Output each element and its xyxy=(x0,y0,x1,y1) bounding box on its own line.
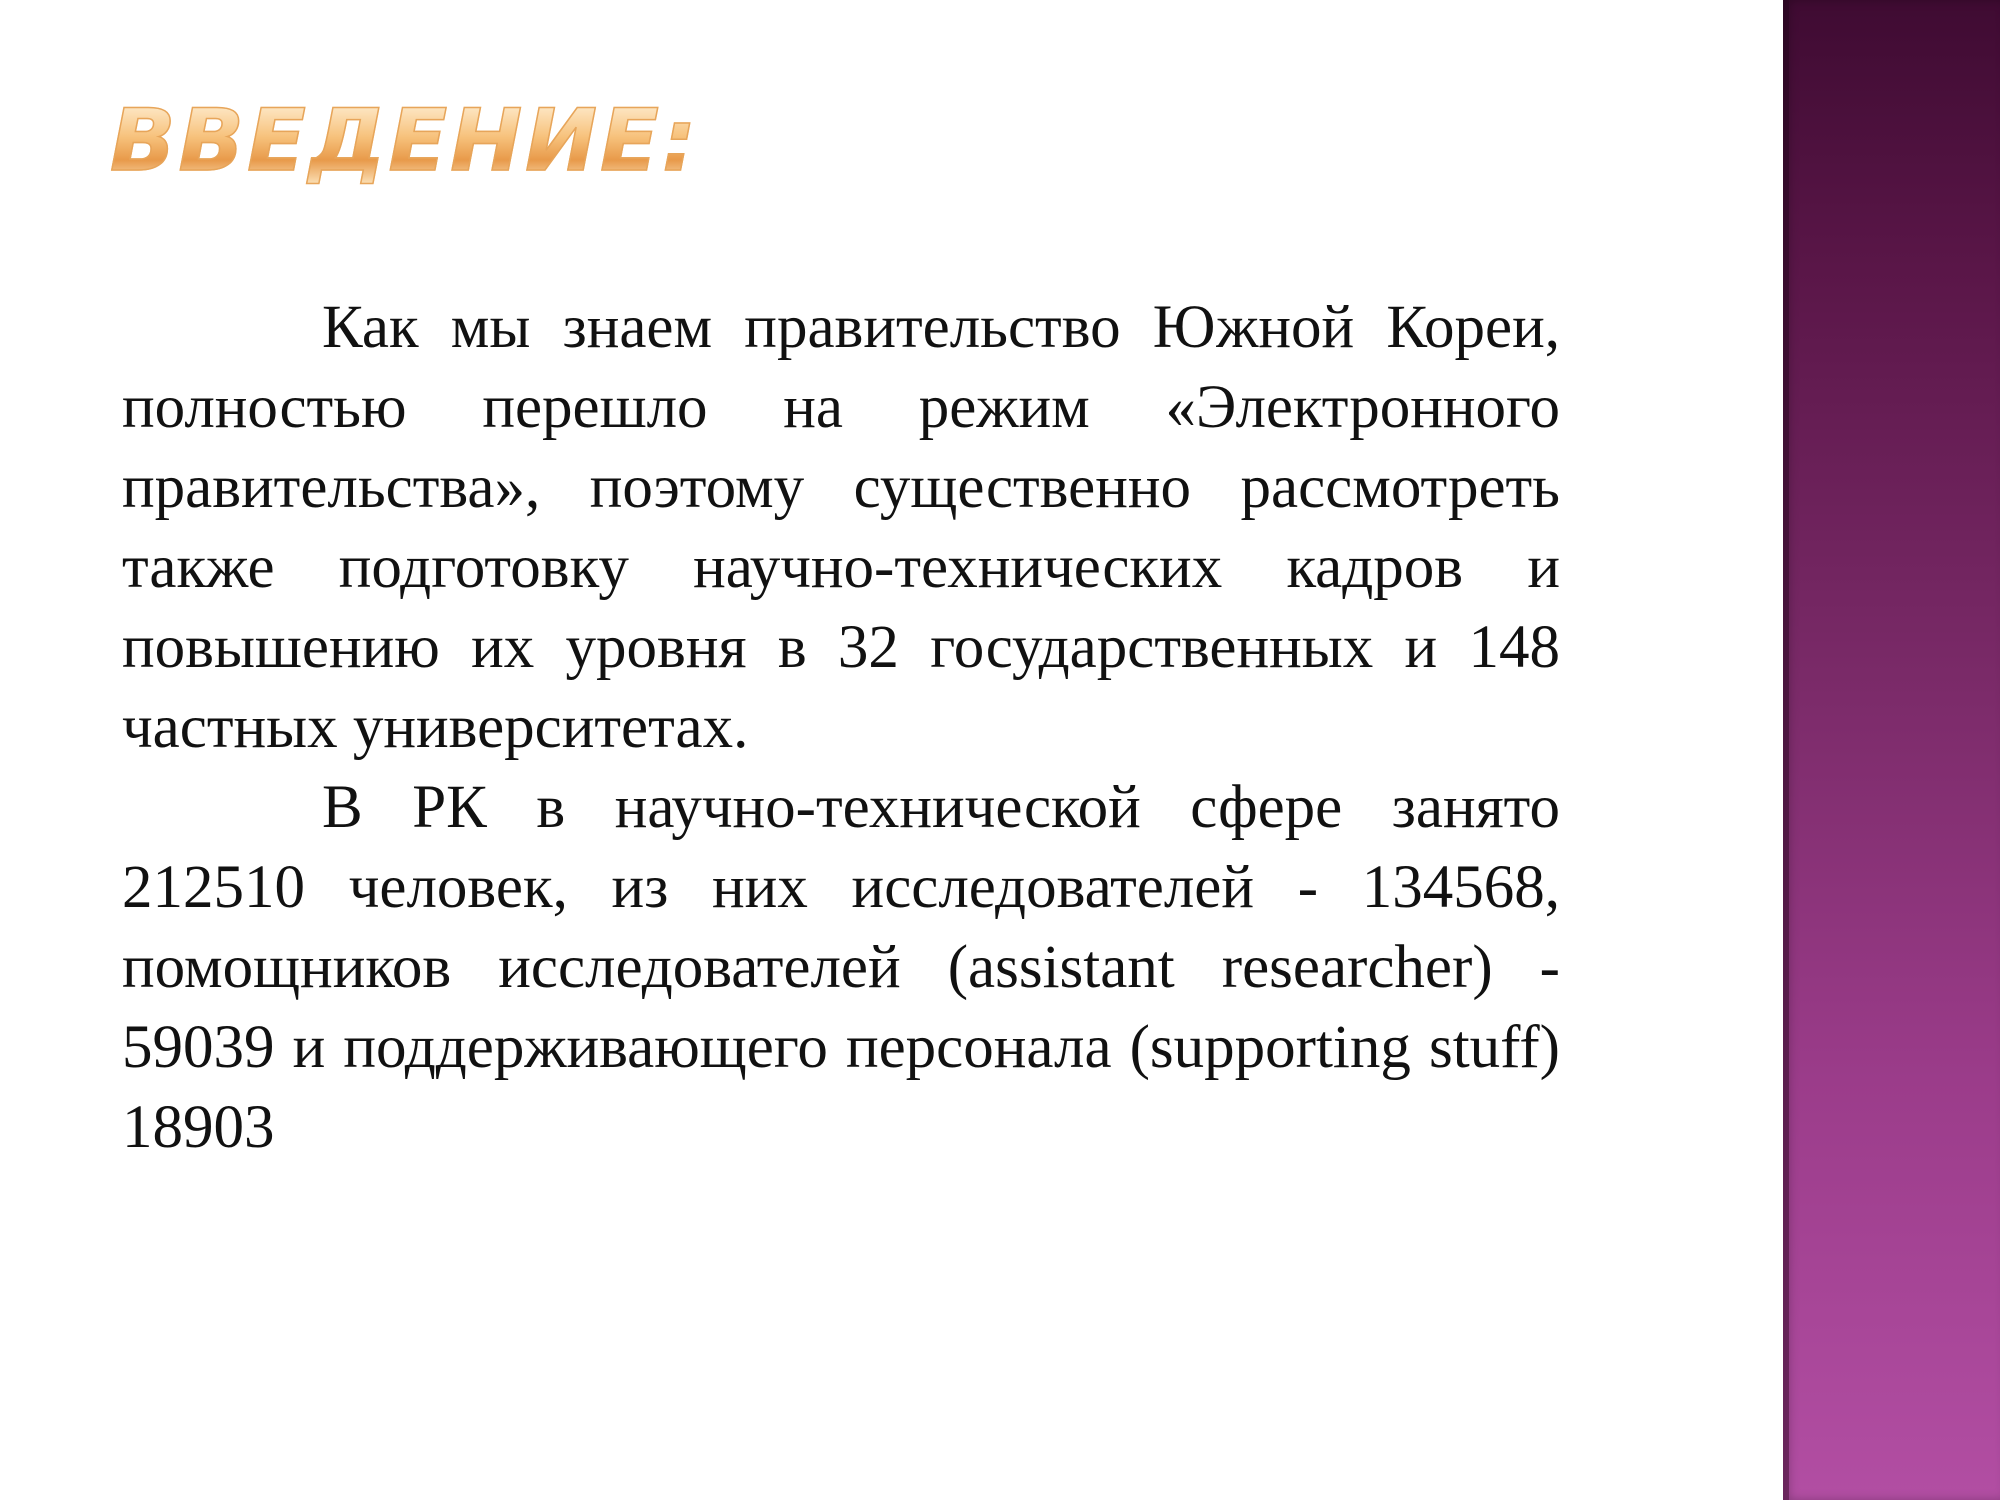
paragraph-intro: Как мы знаем правительство Южной Кореи, полностью перешло на режим «Электронного правительства», поэтому существенно рассмотреть также подготовку научно-технических кадров и повышению их уровня в 32 государственных и 148 частных университетах. xyxy=(122,294,1560,761)
slide-body xyxy=(122,288,1560,1168)
decorative-side-band xyxy=(1783,0,2000,1500)
slide-title: ВВЕДЕНИЕ: xyxy=(110,91,700,191)
paragraph-statistics: В РК в научно-технической сфере занято 212510 человек, из них исследователей - 134568, помощников исследователей (assistant researcher) - 59039 и поддерживающего персонала (supporting stuff) 18903 xyxy=(122,774,1560,1161)
